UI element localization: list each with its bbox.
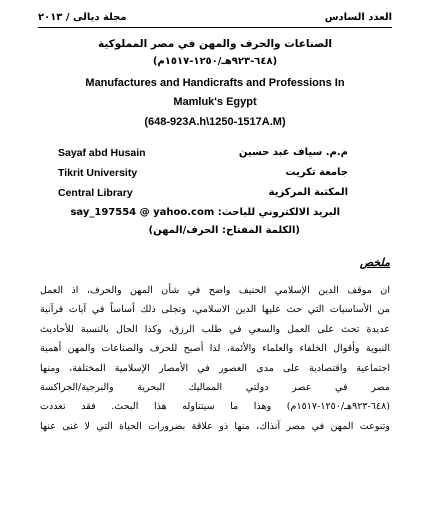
author-email: البريد الالكتروني للباحث: say_197554 @ yahoo.com	[70, 207, 340, 218]
abstract-line: النبوية وأقوال الخلفاء والعلماء والأئمة، لذا أصبح للحرف والصناعات والمهن أهمية	[40, 343, 390, 355]
arabic-dates: (٦٤٨-٩٢٣هـ/١٢٥٠-١٥١٧م)	[152, 56, 278, 67]
author-name-en: Sayaf abd Husain	[58, 147, 146, 159]
author-name-ar: م.م. سياف عبد حسين	[238, 147, 348, 158]
abstract-heading: ملخص	[359, 256, 390, 269]
english-title-line-1: Manufactures and Handicrafts and Professions In	[85, 77, 345, 89]
keywords: (الكلمة المفتاح: الحرف/المهن)	[148, 225, 300, 236]
abstract-line: ان موقف الدين الإسلامي الحنيف واضح في شأن المهن والحرف، اذ العمل	[40, 285, 390, 296]
abstract-line: وتنوعت المهن في مصر آنذاك، منها ذو علاقة بضرورات الحياة التي لا غنى عنها	[40, 420, 390, 432]
header-rule	[38, 27, 392, 28]
university-ar: جامعة تكريت	[285, 167, 348, 178]
journal-name: مجلة ديالى / ٢٠١٣	[38, 12, 127, 23]
abstract-line: اجتماعية واقتصادية على مدى العصور في الأمصار الإسلامية المختلفة، ومنها	[40, 362, 390, 374]
abstract-body	[40, 281, 390, 436]
library-en: Central Library	[58, 187, 133, 199]
english-title-line-2: Mamluk's Egypt	[173, 96, 257, 108]
library-ar: المكتبة المركزية	[268, 187, 348, 198]
arabic-title: الصناعات والحرف والمهن في مصر المملوكية	[97, 38, 333, 50]
abstract-line: مصر في عصر دولتي المماليك البحرية والبرجية/الجراكسة	[40, 381, 390, 393]
abstract-line: (٦٤٨-٩٢٣هـ/١٢٥٠-١٥١٧م) وهذا ما سيتناوله هذا البحث. فقد تعددت	[40, 401, 390, 413]
university-en: Tikrit University	[58, 167, 138, 179]
english-title-dates: (648-923A.h\1250-1517A.M)	[144, 116, 286, 128]
abstract-line: عديدة تحث على العمل والسعي في طلب الرزق، وكذا الحال بالنسبة للأحاديث	[40, 323, 390, 335]
abstract-line: من الأساسيات التي حث عليها الدين الاسلامي، وتجلى ذلك أساساً في آيات قرآنية	[40, 304, 390, 316]
running-header	[38, 12, 392, 26]
issue-number: العدد السادس	[324, 12, 392, 23]
